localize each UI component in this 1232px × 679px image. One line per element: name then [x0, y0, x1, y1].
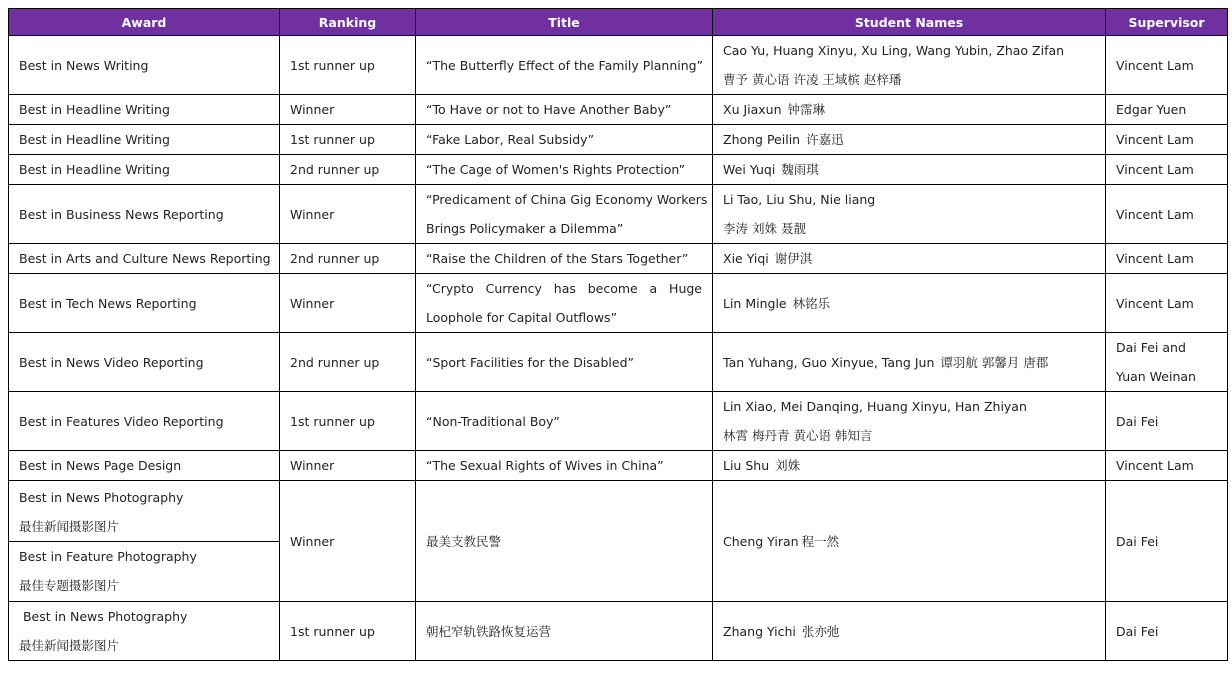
students-cell — [713, 274, 1106, 333]
award-cell: Best in News Video Reporting — [9, 333, 280, 392]
title-line: Brings Policymaker a Dilemma” — [426, 221, 624, 236]
awards-table — [8, 8, 1228, 661]
students-cell — [713, 392, 1106, 451]
table-row — [9, 392, 1228, 451]
students-en: Wei Yuqi — [723, 162, 776, 177]
table-row — [9, 333, 1228, 392]
award-cell: Best in Headline Writing — [9, 125, 280, 155]
title-cell: “Sport Facilities for the Disabled” — [416, 333, 713, 392]
ranking-cell: 1st runner up — [280, 392, 416, 451]
header-student-names: Student Names — [713, 9, 1106, 36]
ranking-cell: 2nd runner up — [280, 155, 416, 185]
table-row — [9, 244, 1228, 274]
ranking-cell: Winner — [280, 95, 416, 125]
students-cell — [713, 125, 1106, 155]
students-cell — [713, 451, 1106, 481]
students-cell — [713, 481, 1106, 602]
ranking-cell: 1st runner up — [280, 125, 416, 155]
header-ranking: Ranking — [280, 9, 416, 36]
header-award: Award — [9, 9, 280, 36]
ranking-cell: Winner — [280, 451, 416, 481]
table-row — [9, 95, 1228, 125]
supervisor-cell: Vincent Lam — [1106, 185, 1228, 244]
supervisor-cell: Dai Fei — [1106, 392, 1228, 451]
title-cell: 朝杞窄轨铁路恢复运营 — [416, 602, 713, 661]
table-row — [9, 36, 1228, 95]
students-cell — [713, 36, 1106, 95]
table-row — [9, 451, 1228, 481]
students-cell — [713, 155, 1106, 185]
students-cell — [713, 95, 1106, 125]
students-cn: 林铭乐 — [792, 295, 831, 311]
ranking-cell: 1st runner up — [280, 602, 416, 661]
students-cn: 刘姝 — [775, 458, 801, 473]
supervisor-cell — [1106, 333, 1228, 392]
header-title: Title — [416, 9, 713, 36]
students-cell — [713, 602, 1106, 661]
ranking-cell: 1st runner up — [280, 36, 416, 95]
students-cn: 谭羽航 郭馨月 唐郡 — [940, 354, 1049, 370]
award-cn: 最佳专题摄影图片 — [19, 577, 120, 593]
award-cn: 最佳新闻摄影图片 — [19, 518, 120, 534]
supervisor-cell: Vincent Lam — [1106, 36, 1228, 95]
title-cell — [416, 185, 713, 244]
students-cn: 林霄 梅丹青 黄心语 韩知言 — [723, 428, 873, 443]
table-row — [9, 125, 1228, 155]
ranking-cell: 2nd runner up — [280, 244, 416, 274]
supervisor-cell: Edgar Yuen — [1106, 95, 1228, 125]
title-cell: “Non-Traditional Boy” — [416, 392, 713, 451]
award-cell — [9, 602, 280, 661]
students-cn: 谢伊淇 — [774, 251, 813, 266]
supervisor-cell: Vincent Lam — [1106, 244, 1228, 274]
students-cn: 曹予 黄心语 许凌 王域槟 赵梓璠 — [723, 72, 902, 87]
title-line: “Crypto Currency has become a Huge — [426, 281, 702, 296]
students-en: Cao Yu, Huang Xinyu, Xu Ling, Wang Yubin, Zhao Zifan — [723, 43, 1065, 58]
students-cn: 李涛 刘姝 聂靓 — [723, 221, 806, 236]
students-cell — [713, 185, 1106, 244]
award-cell: Best in News Writing — [9, 36, 280, 95]
title-cell: “The Sexual Rights of Wives in China” — [416, 451, 713, 481]
students-cn: 钟霈琳 — [787, 102, 826, 117]
supervisor-line: Dai Fei and — [1116, 340, 1186, 355]
title-cell: “Raise the Children of the Stars Together” — [416, 244, 713, 274]
supervisor-cell: Vincent Lam — [1106, 451, 1228, 481]
supervisor-cell: Vincent Lam — [1106, 274, 1228, 333]
award-en: Best in News Photography — [19, 489, 184, 505]
table-row — [9, 274, 1228, 333]
students-en: Liu Shu — [723, 458, 770, 473]
award-cell: Best in Arts and Culture News Reporting — [9, 244, 280, 274]
title-cell: 最美支教民警 — [416, 481, 713, 602]
supervisor-cell: Vincent Lam — [1106, 155, 1228, 185]
supervisor-cell: Dai Fei — [1106, 602, 1228, 661]
students-cn: 魏雨琪 — [781, 162, 819, 177]
supervisor-cell: Dai Fei — [1106, 481, 1228, 602]
students-en: Xie Yiqi — [723, 251, 769, 266]
title-cell: “The Cage of Women's Rights Protection” — [416, 155, 713, 185]
title-line: “Predicament of China Gig Economy Workers — [426, 192, 708, 207]
students-cn: 程一然 — [801, 533, 840, 549]
supervisor-cell: Vincent Lam — [1106, 125, 1228, 155]
table-row — [9, 185, 1228, 244]
students-cell — [713, 244, 1106, 274]
award-cell: Best in Tech News Reporting — [9, 274, 280, 333]
title-cell: “To Have or not to Have Another Baby” — [416, 95, 713, 125]
ranking-cell: Winner — [280, 481, 416, 602]
students-en: Tan Yuhang, Guo Xinyue, Tang Jun — [723, 354, 935, 370]
award-sub — [9, 541, 279, 600]
students-cn: 张亦弛 — [801, 623, 840, 639]
header-row — [9, 9, 1228, 36]
header-supervisor: Supervisor — [1106, 9, 1228, 36]
award-en: Best in News Photography — [19, 609, 188, 624]
title-cell: “Fake Labor, Real Subsidy” — [416, 125, 713, 155]
award-en: Best in Feature Photography — [19, 548, 197, 564]
table-row — [9, 481, 1228, 602]
award-cell — [9, 481, 280, 602]
award-cell: Best in News Page Design — [9, 451, 280, 481]
students-en: Zhong Peilin — [723, 132, 801, 147]
table-row — [9, 155, 1228, 185]
award-cn: 最佳新闻摄影图片 — [19, 638, 120, 653]
title-cell — [416, 274, 713, 333]
supervisor-line: Yuan Weinan — [1116, 369, 1196, 384]
award-cell: Best in Business News Reporting — [9, 185, 280, 244]
award-cell: Best in Headline Writing — [9, 155, 280, 185]
students-cn: 许嘉迅 — [806, 132, 844, 147]
students-en: Lin Xiao, Mei Danqing, Huang Xinyu, Han Zhiyan — [723, 399, 1027, 414]
award-cell: Best in Headline Writing — [9, 95, 280, 125]
ranking-cell: 2nd runner up — [280, 333, 416, 392]
students-en: Li Tao, Liu Shu, Nie liang — [723, 192, 876, 207]
title-cell: “The Butterfly Effect of the Family Planning” — [416, 36, 713, 95]
title-line: Loophole for Capital Outflows” — [426, 310, 618, 325]
table-row — [9, 602, 1228, 661]
students-en: Lin Mingle — [723, 295, 787, 311]
students-cell — [713, 333, 1106, 392]
students-en: Zhang Yichi — [723, 623, 796, 639]
students-en: Cheng Yiran — [723, 533, 799, 549]
award-sub — [9, 483, 279, 541]
students-en: Xu Jiaxun — [723, 102, 782, 117]
award-cell: Best in Features Video Reporting — [9, 392, 280, 451]
ranking-cell: Winner — [280, 274, 416, 333]
ranking-cell: Winner — [280, 185, 416, 244]
